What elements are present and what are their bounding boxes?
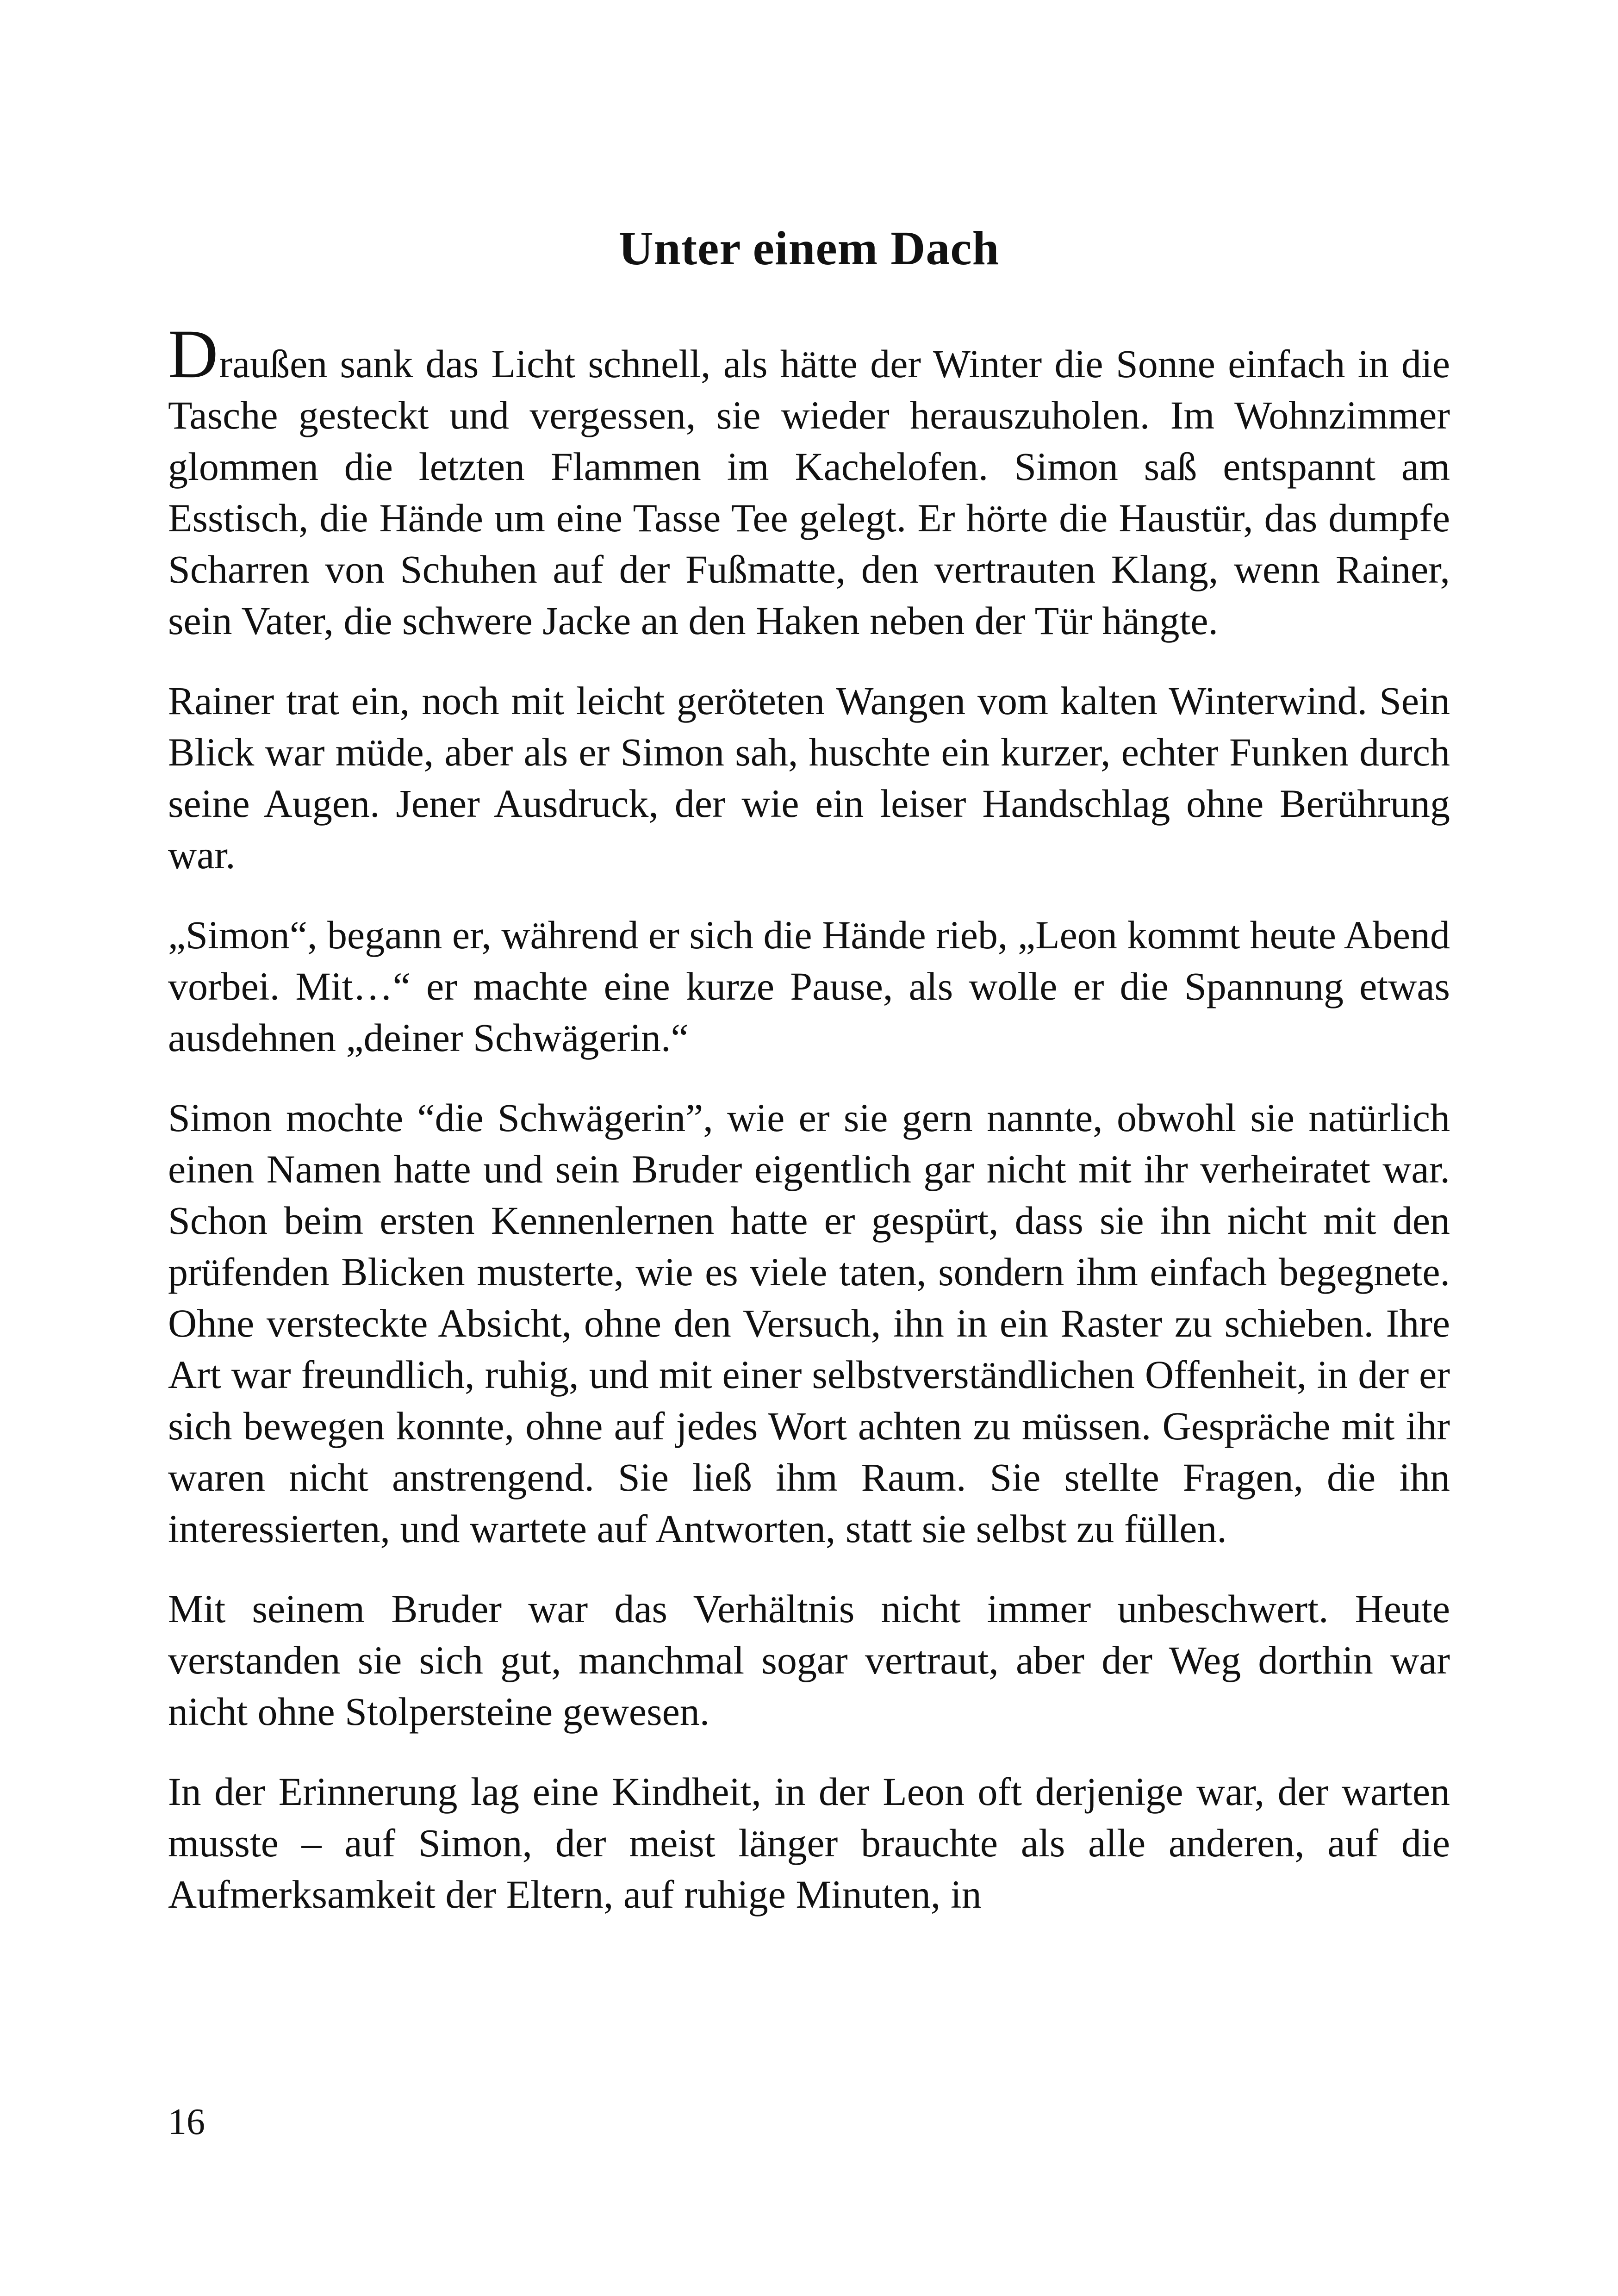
paragraph-4: Simon mochte “die Schwägerin”, wie er sie gern nannte, obwohl sie natürlich einen Namen hatte und sein Bruder eigentlich gar nicht mit ihr verheiratet war. Schon beim ersten Kennenlernen hatte er gespürt, dass sie ihn nicht mit den prüfenden Blicken musterte, wie es viele taten, sondern ihm einfach begegnete. Ohne versteckte Absicht, ohne den Versuch, ihn in ein Raster zu schieben. Ihre Art war freundlich, ruhig, und mit einer selbstverständlichen Offenheit, in der er sich bewegen konnte, ohne auf jedes Wort achten zu müssen. Gespräche mit ihr waren nicht anstrengend. Sie ließ ihm Raum. Sie stellte Fragen, die ihn interessierten, und wartete auf Antworten, statt sie selbst zu füllen. <box>168 1095 1450 1551</box>
paragraph-1-text: raußen sank das Licht schnell, als hätte der Winter die Sonne einfach in die Tasche gesteckt und vergessen, sie wieder herauszuholen. Im Wohnzimmer glommen die letzten Flammen im Kachelofen. Simon saß entspannt am Esstisch, die Hände um eine Tasse Tee gelegt. Er hörte die Haustür, das dumpfe Scharren von Schuhen auf der Fußmatte, den vertrauten Klang, wenn Rainer, sein Vater, die schwere Jacke an den Haken neben der Tür hängte. <box>168 342 1450 643</box>
paragraph-1 <box>168 316 1450 647</box>
chapter-title: Unter einem Dach <box>618 221 1000 275</box>
paragraph-6: In der Erinnerung lag eine Kindheit, in der Leon oft derjenige war, der warten musste – auf Simon, der meist länger brauchte als alle anderen, auf die Aufmerksamkeit der Eltern, auf ruhige Minuten, in <box>168 1769 1450 1916</box>
drop-cap: D <box>168 316 218 392</box>
page-number: 16 <box>168 2102 205 2142</box>
body-text <box>168 316 1450 1949</box>
paragraph-5: Mit seinem Bruder war das Verhältnis nicht immer unbeschwert. Heute verstanden sie sich gut, manchmal sogar vertraut, aber der Weg dorthin war nicht ohne Stolpersteine gewesen. <box>168 1587 1450 1734</box>
paragraph-2: Rainer trat ein, noch mit leicht geröteten Wangen vom kalten Winterwind. Sein Blick war müde, aber als er Simon sah, huschte ein kurzer, echter Funken durch seine Augen. Jener Ausdruck, der wie ein leiser Handschlag ohne Berührung war. <box>168 678 1450 877</box>
paragraph-3: „Simon“, begann er, während er sich die Hände rieb, „Leon kommt heute Abend vorbei. Mit…“ er machte eine kurze Pause, als wolle er die Spannung etwas ausdehnen „deiner Schwägerin.“ <box>168 913 1450 1060</box>
